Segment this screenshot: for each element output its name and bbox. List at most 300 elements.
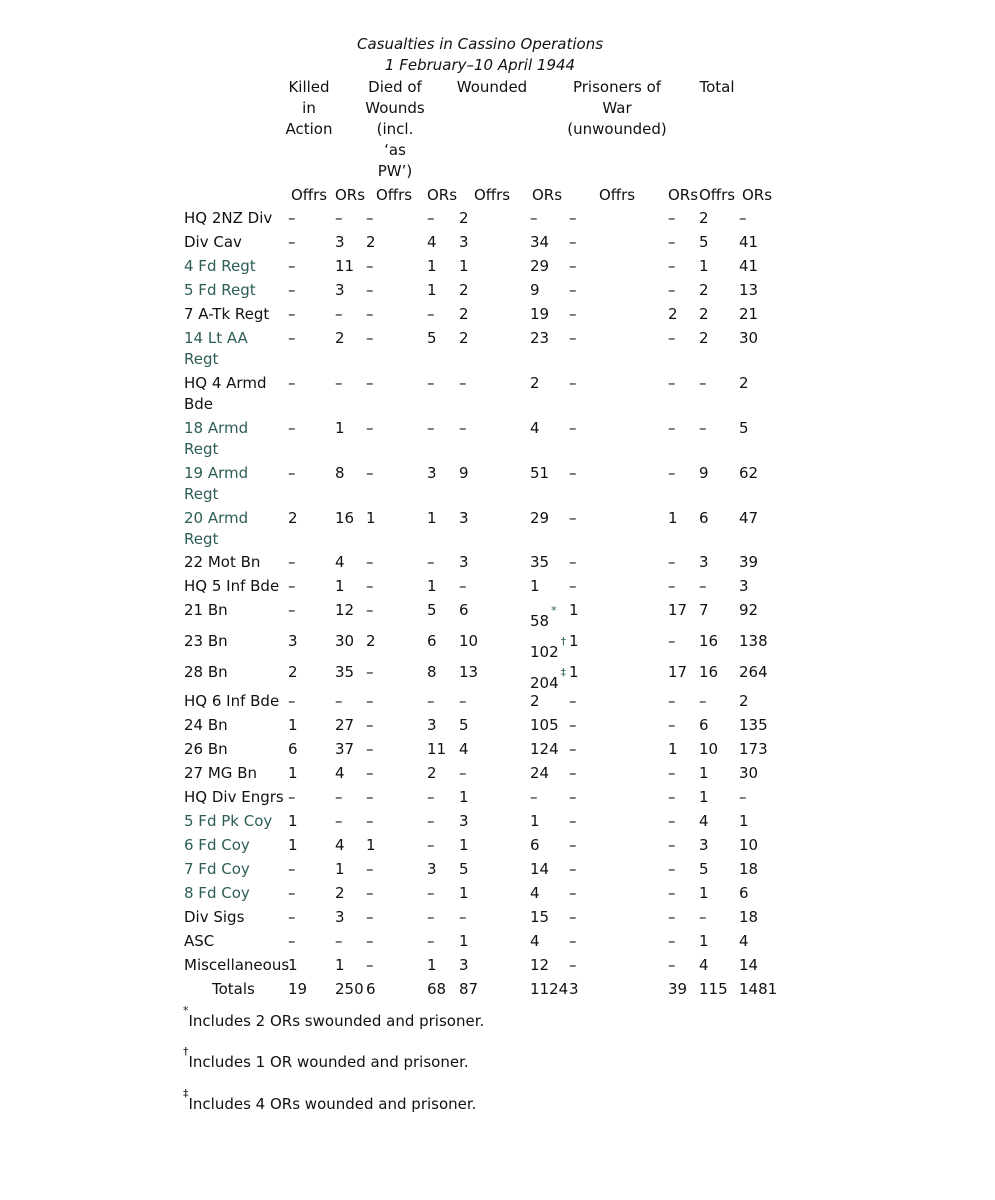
subheader-killed-offrs: Offrs bbox=[291, 186, 328, 204]
cell-killed-ors: 4 bbox=[335, 553, 345, 571]
cell-total-ors: 135 bbox=[739, 716, 768, 734]
cell-pow-offrs: – bbox=[569, 209, 577, 227]
cell-died-offrs: – bbox=[366, 740, 374, 758]
cell-total-ors: 5 bbox=[739, 419, 749, 437]
caption-title: Casualties in Cassino Operations bbox=[356, 35, 604, 53]
subheader-wounded-ors: ORs bbox=[532, 186, 563, 204]
cell-died-offrs: – bbox=[366, 257, 374, 275]
cell-total-offrs: 2 bbox=[699, 305, 709, 323]
cell-pow-ors: – bbox=[668, 956, 676, 974]
cell-wounded-ors: 34 bbox=[530, 233, 550, 251]
cell-killed-ors: 37 bbox=[335, 740, 355, 758]
cell-died-ors: 68 bbox=[427, 980, 447, 998]
cell-total-ors: 138 bbox=[739, 632, 768, 650]
subheader-pow-offrs: Offrs bbox=[599, 186, 636, 204]
footnote-1 bbox=[183, 1006, 484, 1032]
unit-name: 27 MG Bn bbox=[184, 764, 257, 782]
subheader-died-ors: ORs bbox=[427, 186, 458, 204]
cell-pow-ors: – bbox=[668, 812, 676, 830]
cell-killed-offrs: 1 bbox=[288, 812, 298, 830]
cell-died-offrs: 1 bbox=[366, 509, 376, 527]
cell-wounded-ors: 58* bbox=[530, 604, 557, 630]
cell-pow-ors: – bbox=[668, 553, 676, 571]
unit-link[interactable]: 4 Fd Regt bbox=[184, 257, 256, 275]
cell-pow-offrs: 1 bbox=[569, 663, 579, 681]
cell-wounded-ors: 4 bbox=[530, 419, 540, 437]
cell-wounded-offrs: 1 bbox=[459, 932, 469, 950]
footnote-2-mark: † bbox=[183, 1045, 189, 1058]
cell-killed-ors: 12 bbox=[335, 601, 355, 619]
unit-name: HQ 4 Armd Bde bbox=[184, 374, 267, 413]
unit-link[interactable]: 6 Fd Coy bbox=[184, 836, 250, 854]
cell-killed-offrs: – bbox=[288, 577, 296, 595]
cell-total-offrs: 4 bbox=[699, 956, 709, 974]
cell-killed-offrs: – bbox=[288, 908, 296, 926]
cell-wounded-ors: – bbox=[530, 209, 538, 227]
footnote-3 bbox=[183, 1089, 476, 1115]
cell-wounded-ors: 29 bbox=[530, 257, 550, 275]
cell-total-ors: 41 bbox=[739, 233, 759, 251]
cell-pow-offrs: – bbox=[569, 464, 577, 482]
cell-died-ors: 5 bbox=[427, 329, 437, 347]
cell-total-offrs: 5 bbox=[699, 233, 709, 251]
unit-name: Miscellaneous bbox=[184, 956, 290, 974]
cell-pow-ors: – bbox=[668, 329, 676, 347]
cell-died-ors: 3 bbox=[427, 860, 437, 878]
cell-pow-offrs: – bbox=[569, 553, 577, 571]
cell-total-ors: 6 bbox=[739, 884, 749, 902]
cell-killed-ors: – bbox=[335, 374, 343, 392]
cell-total-ors: 2 bbox=[739, 692, 749, 710]
cell-died-ors: 2 bbox=[427, 764, 437, 782]
cell-pow-ors: – bbox=[668, 932, 676, 950]
cell-pow-ors: 2 bbox=[668, 305, 678, 323]
cell-pow-ors: 1 bbox=[668, 509, 678, 527]
cell-wounded-offrs: 87 bbox=[459, 980, 479, 998]
cell-total-offrs: 3 bbox=[699, 836, 709, 854]
cell-pow-ors: – bbox=[668, 836, 676, 854]
cell-total-ors: 18 bbox=[739, 908, 759, 926]
cell-total-ors: 2 bbox=[739, 374, 749, 392]
cell-killed-offrs: – bbox=[288, 788, 296, 806]
cell-died-offrs: – bbox=[366, 884, 374, 902]
cell-killed-ors: 3 bbox=[335, 233, 345, 251]
subheader-total-offrs: Offrs bbox=[699, 186, 736, 204]
cell-died-ors: 5 bbox=[427, 601, 437, 619]
cell-wounded-ors: 23 bbox=[530, 329, 550, 347]
cell-died-ors: 6 bbox=[427, 632, 437, 650]
cell-pow-ors: 17 bbox=[668, 663, 688, 681]
cell-pow-ors: – bbox=[668, 860, 676, 878]
cell-total-ors: 3 bbox=[739, 577, 749, 595]
cell-died-offrs: – bbox=[366, 209, 374, 227]
cell-total-ors: 1481 bbox=[739, 980, 778, 998]
cell-killed-offrs: 6 bbox=[288, 740, 298, 758]
unit-name: 24 Bn bbox=[184, 716, 228, 734]
cell-died-offrs: – bbox=[366, 788, 374, 806]
unit-link[interactable]: 5 Fd Pk Coy bbox=[184, 812, 273, 830]
cell-killed-offrs: 1 bbox=[288, 764, 298, 782]
cell-pow-offrs: 1 bbox=[569, 601, 579, 619]
cell-total-ors: 18 bbox=[739, 860, 759, 878]
cell-wounded-offrs: 2 bbox=[459, 305, 469, 323]
cell-died-ors: – bbox=[427, 419, 435, 437]
cell-died-offrs: – bbox=[366, 692, 374, 710]
cell-wounded-ors: 2 bbox=[530, 692, 540, 710]
cell-total-ors: 30 bbox=[739, 764, 759, 782]
cell-pow-offrs: – bbox=[569, 233, 577, 251]
cell-killed-offrs: – bbox=[288, 601, 296, 619]
cell-wounded-offrs: 5 bbox=[459, 716, 469, 734]
cell-wounded-offrs: – bbox=[459, 374, 467, 392]
cell-killed-ors: 1 bbox=[335, 860, 345, 878]
unit-link[interactable]: 8 Fd Coy bbox=[184, 884, 250, 902]
cell-killed-ors: 3 bbox=[335, 908, 345, 926]
cell-total-offrs: – bbox=[699, 419, 707, 437]
cell-pow-offrs: – bbox=[569, 374, 577, 392]
subheader-died-offrs: Offrs bbox=[376, 186, 413, 204]
cell-killed-offrs: – bbox=[288, 884, 296, 902]
cell-killed-ors: 35 bbox=[335, 663, 355, 681]
cell-wounded-offrs: 13 bbox=[459, 663, 479, 681]
cell-total-offrs: 9 bbox=[699, 464, 709, 482]
cell-died-offrs: – bbox=[366, 281, 374, 299]
cell-wounded-offrs: – bbox=[459, 419, 467, 437]
cell-wounded-ors: 35 bbox=[530, 553, 550, 571]
cell-died-ors: 11 bbox=[427, 740, 447, 758]
cell-total-offrs: 3 bbox=[699, 553, 709, 571]
cell-killed-ors: 1 bbox=[335, 419, 345, 437]
cell-wounded-offrs: 3 bbox=[459, 812, 469, 830]
cell-total-ors: 39 bbox=[739, 553, 759, 571]
cell-wounded-ors: 124 bbox=[530, 740, 559, 758]
cell-wounded-offrs: 4 bbox=[459, 740, 469, 758]
cell-pow-ors: – bbox=[668, 577, 676, 595]
cell-wounded-offrs: 3 bbox=[459, 233, 469, 251]
cell-pow-offrs: – bbox=[569, 281, 577, 299]
cell-wounded-offrs: 2 bbox=[459, 329, 469, 347]
cell-died-offrs: 1 bbox=[366, 836, 376, 854]
cell-total-ors: 4 bbox=[739, 932, 749, 950]
cell-wounded-offrs: 6 bbox=[459, 601, 469, 619]
cell-died-offrs: – bbox=[366, 374, 374, 392]
cell-wounded-ors: 102† bbox=[530, 635, 567, 661]
cell-total-offrs: 115 bbox=[699, 980, 728, 998]
unit-name: HQ 6 Inf Bde bbox=[184, 692, 280, 710]
cell-pow-ors: – bbox=[668, 233, 676, 251]
cell-wounded-ors: 19 bbox=[530, 305, 550, 323]
cell-pow-offrs: 1 bbox=[569, 632, 579, 650]
cell-total-ors: – bbox=[739, 788, 747, 806]
cell-total-ors: 21 bbox=[739, 305, 759, 323]
cell-killed-ors: 1 bbox=[335, 577, 345, 595]
cell-total-ors: 92 bbox=[739, 601, 759, 619]
header-total: Total bbox=[699, 78, 735, 96]
unit-link[interactable]: 5 Fd Regt bbox=[184, 281, 256, 299]
cell-pow-ors: – bbox=[668, 788, 676, 806]
cell-died-ors: – bbox=[427, 692, 435, 710]
cell-died-offrs: – bbox=[366, 329, 374, 347]
cell-wounded-offrs: – bbox=[459, 764, 467, 782]
cell-killed-ors: 2 bbox=[335, 329, 345, 347]
cell-died-offrs: – bbox=[366, 860, 374, 878]
cell-killed-offrs: 1 bbox=[288, 716, 298, 734]
cell-killed-ors: – bbox=[335, 812, 343, 830]
cell-total-offrs: 16 bbox=[699, 632, 719, 650]
cell-total-ors: 1 bbox=[739, 812, 749, 830]
cell-wounded-offrs: 9 bbox=[459, 464, 469, 482]
cell-pow-offrs: – bbox=[569, 692, 577, 710]
cell-died-offrs: – bbox=[366, 419, 374, 437]
cell-wounded-ors: 14 bbox=[530, 860, 550, 878]
header-killed-in-action: Killed in Action bbox=[285, 78, 333, 138]
unit-name: 26 Bn bbox=[184, 740, 228, 758]
cell-wounded-ors: 1124 bbox=[530, 980, 569, 998]
cell-total-ors: – bbox=[739, 209, 747, 227]
cell-died-ors: 1 bbox=[427, 281, 437, 299]
cell-died-offrs: – bbox=[366, 305, 374, 323]
cell-killed-offrs: – bbox=[288, 257, 296, 275]
header-wounded: Wounded bbox=[456, 78, 528, 96]
cell-died-offrs: – bbox=[366, 464, 374, 482]
cell-total-offrs: – bbox=[699, 692, 707, 710]
cell-total-offrs: – bbox=[699, 374, 707, 392]
cell-died-offrs: – bbox=[366, 553, 374, 571]
cell-killed-offrs: – bbox=[288, 692, 296, 710]
unit-link[interactable]: 7 Fd Coy bbox=[184, 860, 250, 878]
cell-killed-ors: 27 bbox=[335, 716, 355, 734]
subheader-wounded-offrs: Offrs bbox=[474, 186, 511, 204]
unit-name: 21 Bn bbox=[184, 601, 228, 619]
cell-died-ors: – bbox=[427, 305, 435, 323]
cell-total-offrs: – bbox=[699, 577, 707, 595]
cell-total-ors: 62 bbox=[739, 464, 759, 482]
cell-total-ors: 264 bbox=[739, 663, 768, 681]
cell-killed-ors: 250 bbox=[335, 980, 364, 998]
cell-total-offrs: 16 bbox=[699, 663, 719, 681]
cell-died-ors: – bbox=[427, 374, 435, 392]
cell-total-ors: 13 bbox=[739, 281, 759, 299]
cell-pow-offrs: – bbox=[569, 577, 577, 595]
cell-killed-offrs: – bbox=[288, 419, 296, 437]
cell-pow-ors: – bbox=[668, 884, 676, 902]
cell-pow-offrs: – bbox=[569, 419, 577, 437]
cell-died-offrs: – bbox=[366, 577, 374, 595]
cell-died-offrs: – bbox=[366, 908, 374, 926]
cell-killed-ors: – bbox=[335, 932, 343, 950]
cell-died-offrs: – bbox=[366, 764, 374, 782]
cell-pow-ors: – bbox=[668, 257, 676, 275]
cell-died-ors: – bbox=[427, 788, 435, 806]
cell-wounded-offrs: 3 bbox=[459, 553, 469, 571]
cell-pow-ors: – bbox=[668, 464, 676, 482]
cell-died-ors: 4 bbox=[427, 233, 437, 251]
cell-died-offrs: – bbox=[366, 663, 374, 681]
cell-killed-offrs: – bbox=[288, 860, 296, 878]
footnote-ref-link[interactable]: † bbox=[560, 635, 567, 648]
cell-total-offrs: 10 bbox=[699, 740, 719, 758]
cell-killed-offrs: – bbox=[288, 553, 296, 571]
cell-killed-offrs: 19 bbox=[288, 980, 308, 998]
cell-wounded-ors: 4 bbox=[530, 932, 540, 950]
cell-killed-offrs: – bbox=[288, 281, 296, 299]
cell-pow-ors: – bbox=[668, 419, 676, 437]
cell-total-ors: 47 bbox=[739, 509, 759, 527]
unit-name: Div Cav bbox=[184, 233, 242, 251]
cell-killed-ors: 16 bbox=[335, 509, 355, 527]
footnote-ref-link[interactable]: * bbox=[551, 604, 557, 617]
cell-pow-offrs: – bbox=[569, 788, 577, 806]
cell-killed-ors: – bbox=[335, 788, 343, 806]
cell-killed-ors: 4 bbox=[335, 836, 345, 854]
cell-wounded-offrs: 3 bbox=[459, 509, 469, 527]
unit-link[interactable]: 18 Armd Regt bbox=[184, 419, 249, 458]
cell-pow-ors: – bbox=[668, 281, 676, 299]
unit-link[interactable]: 19 Armd Regt bbox=[184, 464, 249, 503]
cell-died-ors: – bbox=[427, 836, 435, 854]
cell-died-ors: 1 bbox=[427, 956, 437, 974]
cell-wounded-ors: 15 bbox=[530, 908, 550, 926]
cell-killed-ors: 2 bbox=[335, 884, 345, 902]
cell-wounded-ors: 9 bbox=[530, 281, 540, 299]
cell-pow-offrs: – bbox=[569, 257, 577, 275]
cell-pow-ors: 1 bbox=[668, 740, 678, 758]
cell-total-offrs: 1 bbox=[699, 764, 709, 782]
cell-died-ors: 1 bbox=[427, 577, 437, 595]
cell-died-ors: – bbox=[427, 209, 435, 227]
subheader-total-ors: ORs bbox=[742, 186, 773, 204]
cell-killed-ors: 4 bbox=[335, 764, 345, 782]
cell-total-offrs: 1 bbox=[699, 932, 709, 950]
cell-total-ors: 173 bbox=[739, 740, 768, 758]
cell-wounded-offrs: 2 bbox=[459, 209, 469, 227]
cell-died-ors: – bbox=[427, 553, 435, 571]
cell-pow-offrs: – bbox=[569, 932, 577, 950]
cell-died-offrs: 6 bbox=[366, 980, 376, 998]
cell-died-ors: 8 bbox=[427, 663, 437, 681]
cell-died-ors: – bbox=[427, 908, 435, 926]
cell-killed-offrs: 3 bbox=[288, 632, 298, 650]
cell-wounded-ors: 24 bbox=[530, 764, 550, 782]
unit-name: Div Sigs bbox=[184, 908, 245, 926]
unit-name: 22 Mot Bn bbox=[184, 553, 261, 571]
cell-pow-ors: – bbox=[668, 908, 676, 926]
cell-wounded-offrs: 1 bbox=[459, 884, 469, 902]
footnote-1-mark: * bbox=[183, 1004, 189, 1017]
footnote-ref-link[interactable]: ‡ bbox=[560, 666, 567, 679]
cell-wounded-ors: 51 bbox=[530, 464, 550, 482]
cell-killed-ors: 11 bbox=[335, 257, 355, 275]
cell-pow-offrs: – bbox=[569, 305, 577, 323]
cell-killed-offrs: – bbox=[288, 464, 296, 482]
cell-killed-offrs: 2 bbox=[288, 509, 298, 527]
cell-wounded-offrs: – bbox=[459, 692, 467, 710]
cell-wounded-ors: – bbox=[530, 788, 538, 806]
header-prisoners-of-war: Prisoners of War (unwounded) bbox=[567, 78, 667, 138]
cell-died-ors: – bbox=[427, 812, 435, 830]
cell-wounded-ors: 105 bbox=[530, 716, 559, 734]
cell-pow-ors: – bbox=[668, 209, 676, 227]
cell-total-offrs: 1 bbox=[699, 884, 709, 902]
subheader-killed-ors: ORs bbox=[335, 186, 366, 204]
cell-wounded-offrs: 2 bbox=[459, 281, 469, 299]
cell-total-ors: 30 bbox=[739, 329, 759, 347]
cell-total-ors: 14 bbox=[739, 956, 759, 974]
cell-wounded-offrs: – bbox=[459, 577, 467, 595]
cell-wounded-offrs: – bbox=[459, 908, 467, 926]
cell-killed-ors: 3 bbox=[335, 281, 345, 299]
cell-died-ors: 3 bbox=[427, 464, 437, 482]
unit-name: 23 Bn bbox=[184, 632, 228, 650]
cell-pow-offrs: – bbox=[569, 860, 577, 878]
unit-name: HQ 5 Inf Bde bbox=[184, 577, 280, 595]
unit-link[interactable]: 20 Armd Regt bbox=[184, 509, 249, 548]
caption-dates: 1 February–10 April 1944 bbox=[384, 56, 576, 74]
cell-pow-ors: – bbox=[668, 716, 676, 734]
cell-killed-ors: – bbox=[335, 209, 343, 227]
cell-killed-offrs: – bbox=[288, 932, 296, 950]
cell-wounded-ors: 6 bbox=[530, 836, 540, 854]
cell-wounded-ors: 1 bbox=[530, 577, 540, 595]
cell-died-ors: 1 bbox=[427, 509, 437, 527]
cell-pow-offrs: – bbox=[569, 764, 577, 782]
cell-pow-offrs: – bbox=[569, 509, 577, 527]
cell-wounded-ors: 4 bbox=[530, 884, 540, 902]
cell-died-offrs: 2 bbox=[366, 233, 376, 251]
cell-pow-ors: – bbox=[668, 692, 676, 710]
cell-wounded-offrs: 3 bbox=[459, 956, 469, 974]
cell-wounded-offrs: 1 bbox=[459, 836, 469, 854]
cell-total-offrs: 2 bbox=[699, 209, 709, 227]
cell-wounded-offrs: 1 bbox=[459, 257, 469, 275]
cell-killed-offrs: 1 bbox=[288, 836, 298, 854]
cell-killed-ors: 30 bbox=[335, 632, 355, 650]
cell-died-offrs: – bbox=[366, 716, 374, 734]
subheader-pow-ors: ORs bbox=[668, 186, 699, 204]
cell-wounded-offrs: 5 bbox=[459, 860, 469, 878]
cell-total-offrs: 2 bbox=[699, 329, 709, 347]
cell-wounded-offrs: 1 bbox=[459, 788, 469, 806]
cell-total-offrs: 5 bbox=[699, 860, 709, 878]
cell-killed-ors: – bbox=[335, 305, 343, 323]
cell-pow-offrs: – bbox=[569, 836, 577, 854]
cell-total-offrs: 4 bbox=[699, 812, 709, 830]
cell-died-ors: 3 bbox=[427, 716, 437, 734]
cell-pow-offrs: – bbox=[569, 908, 577, 926]
cell-pow-ors: – bbox=[668, 374, 676, 392]
unit-link[interactable]: 14 Lt AA Regt bbox=[184, 329, 248, 368]
unit-name: 7 A-Tk Regt bbox=[184, 305, 270, 323]
cell-killed-offrs: – bbox=[288, 233, 296, 251]
unit-name: HQ 2NZ Div bbox=[184, 209, 273, 227]
cell-killed-offrs: – bbox=[288, 305, 296, 323]
footnote-2 bbox=[183, 1047, 469, 1073]
cell-killed-offrs: – bbox=[288, 329, 296, 347]
cell-killed-offrs: 1 bbox=[288, 956, 298, 974]
cell-total-ors: 10 bbox=[739, 836, 759, 854]
cell-pow-ors: – bbox=[668, 764, 676, 782]
cell-died-offrs: – bbox=[366, 812, 374, 830]
cell-killed-ors: 8 bbox=[335, 464, 345, 482]
cell-died-offrs: – bbox=[366, 932, 374, 950]
cell-pow-offrs: – bbox=[569, 956, 577, 974]
cell-total-offrs: – bbox=[699, 908, 707, 926]
cell-died-ors: – bbox=[427, 884, 435, 902]
cell-wounded-ors: 204‡ bbox=[530, 666, 567, 692]
cell-killed-ors: 1 bbox=[335, 956, 345, 974]
cell-wounded-ors: 2 bbox=[530, 374, 540, 392]
cell-died-ors: 1 bbox=[427, 257, 437, 275]
